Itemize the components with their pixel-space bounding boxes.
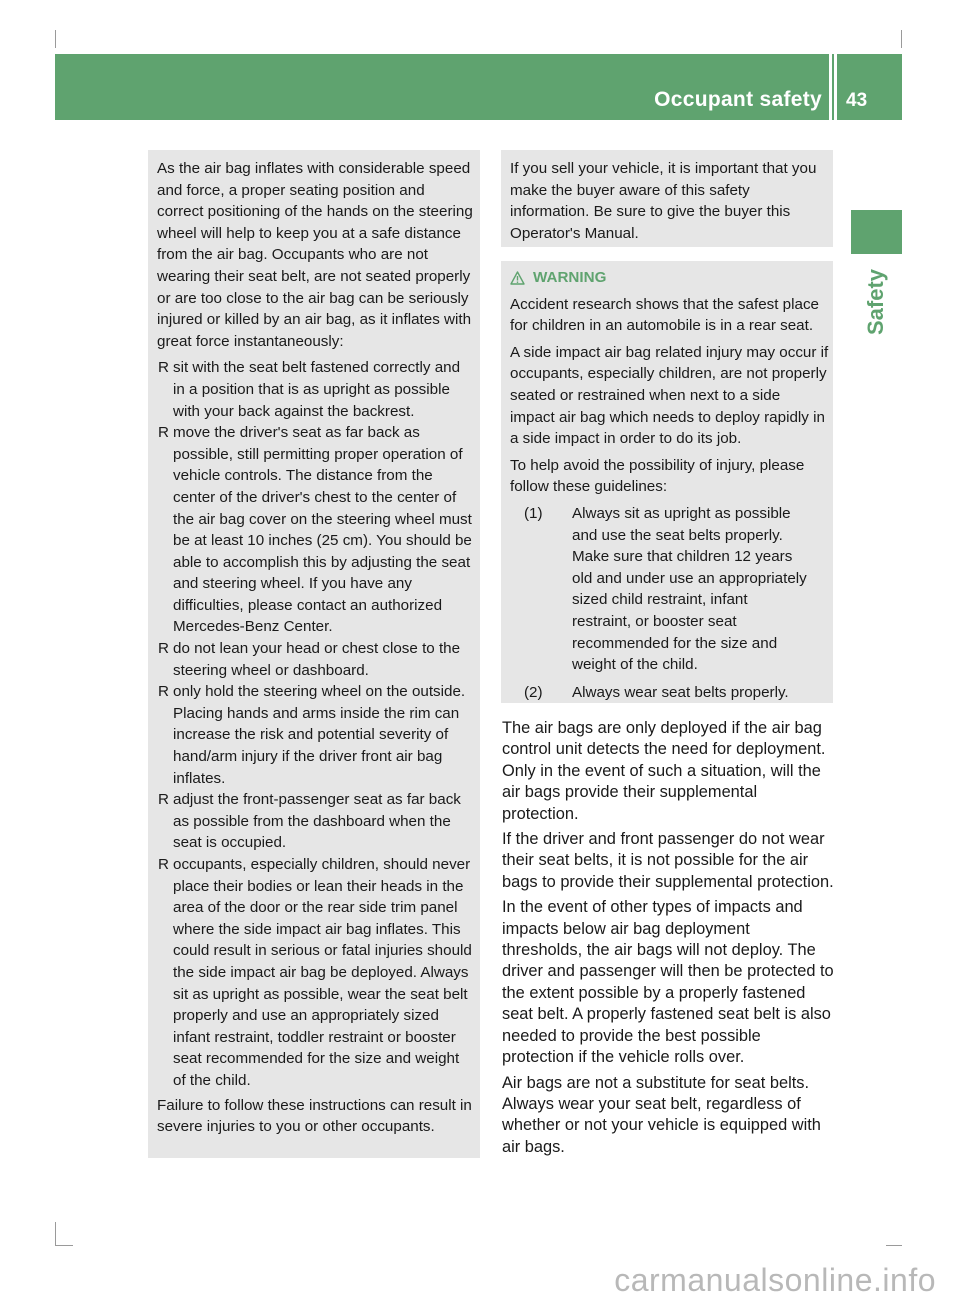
bullet-text: sit with the seat belt fastened correctly and in a position that is as upright as possible with your back against the backrest. [173, 359, 461, 420]
bullet-text: do not lean your head or chest close to the steering wheel or dashboard. [173, 640, 461, 679]
footer-watermark: carmanualsonline.info [614, 1262, 936, 1298]
warning-title: WARNING [533, 269, 607, 286]
list-item [157, 854, 474, 1092]
section-label: Safety [863, 268, 888, 335]
body-paragraph: The air bags are only deployed if the air bag control unit detects the need for deployment. Only in the event of such a situation, will the air bags provide their supplemental protection. [502, 719, 826, 823]
body-paragraph: In the event of other types of impacts and impacts below air bag deployment thresholds, the air bags will not deploy. The driver and passenger will then be protected to the extent possible by a properly fastened seat belt. A properly fastened seat belt is also needed to provide the best possible protection if the vehicle rolls over. [502, 898, 834, 1067]
list-item [157, 789, 474, 854]
body-text-column [502, 718, 834, 1162]
warning-box [501, 261, 833, 703]
warning-header [510, 267, 829, 289]
guideline-number: (2) [524, 683, 543, 701]
closing-paragraph: Failure to follow these instructions can result in severe injuries to you or other occupants. [157, 1096, 472, 1136]
resale-notice-box [501, 150, 833, 247]
resale-notice-text: If you sell your vehicle, it is important that you make the buyer aware of this safety information. Be sure to give the buyer this Operator's Manual. [510, 160, 817, 242]
body-paragraph: Air bags are not a substitute for seat belts. Always wear your seat belt, regardless of whether or not your vehicle is equipped with air bags. [502, 1073, 821, 1156]
list-item [157, 638, 474, 681]
bullet-marker: R [158, 424, 169, 442]
crop-mark-bottom-left-h [55, 1245, 73, 1246]
list-item [157, 681, 474, 789]
crop-mark-top-left-v [55, 30, 56, 48]
section-tab-block [851, 210, 902, 254]
safety-bullet-list [157, 357, 474, 1091]
page-number: 43 [846, 90, 868, 111]
safety-instructions-box [148, 150, 480, 1158]
warning-triangle-icon [510, 271, 525, 285]
bullet-marker: R [158, 856, 169, 873]
warning-paragraph: A side impact air bag related injury may occur if occupants, especially children, are not properly seated or restrained when next to a side impact air bag which needs to deploy rapidly in a side impact in order to do its job. [510, 343, 829, 448]
bullet-marker: R [158, 359, 169, 377]
bullet-text: only hold the steering wheel on the outside. Placing hands and arms inside the rim can increase the risk and potential severity of hand/arm injury if the driver front air bag inflates. [173, 683, 466, 787]
bullet-marker: R [158, 683, 169, 701]
guideline-item [510, 682, 829, 704]
list-item [157, 357, 474, 422]
header-separator-left [829, 54, 832, 120]
bullet-text: adjust the front-passenger seat as far back as possible from the dashboard when the seat is occupied. [173, 791, 461, 852]
bullet-text: occupants, especially children, should never place their bodies or lean their heads in the area of the door or the rear side trim panel where the side impact air bag inflates. This could result in serious or fatal injuries should the side impact air bag be deployed. Always sit as upright as possible, wear the seat belt properly and use an appropriately sized infant restraint, toddler restraint or booster seat recommended for the size and weight of the child. [173, 856, 472, 1089]
crop-mark-bottom-right-h [886, 1245, 902, 1246]
page-title: Occupant safety [654, 88, 822, 111]
guideline-item [510, 503, 829, 676]
guideline-number: (1) [524, 504, 543, 522]
bullet-text: move the driver's seat as far back as possible, still permitting proper operation of vehicle controls. The distance from the center of the driver's chest to the center of the air bag cover on the steering wheel must be at least 10 inches (25 cm). You should be able to accomplish this by adjusting the seat and steering wheel. If you have any difficulties, please contact an authorized Mercedes-Benz Center. [173, 424, 472, 636]
bullet-marker: R [158, 640, 169, 658]
list-item [157, 422, 474, 638]
crop-mark-top-right-v [901, 30, 902, 48]
guideline-list [510, 503, 829, 703]
header-separator-right [834, 54, 837, 120]
section-tab-label [848, 264, 904, 339]
guideline-text: Always wear seat belts properly. [572, 683, 789, 701]
intro-paragraph: As the air bag inflates with considerable speed and force, a proper seating position and correct positioning of the hands on the steering wheel will help to keep you at a safe distance from the air bag. Occupants who are not wearing their seat belt, are not seated properly or are too close to the air bag can be seriously injured or killed by an air bag, as it inflates with great force instantaneously: [157, 160, 473, 350]
warning-paragraph: Accident research shows that the safest place for children in an automobile is in a rear seat. [510, 295, 819, 335]
bullet-marker: R [158, 791, 169, 809]
warning-paragraph: To help avoid the possibility of injury, please follow these guidelines: [510, 456, 805, 496]
crop-mark-bottom-left-v [55, 1222, 56, 1246]
guideline-text: Always sit as upright as possible and use the seat belts properly. Make sure that children 12 years old and under use an appropriately sized child restraint, infant restraint, or booster seat recommended for the size and weight of the child. [572, 504, 807, 674]
warning-paragraphs [510, 294, 829, 498]
body-paragraph: If the driver and front passenger do not wear their seat belts, it is not possible for the air bags to provide their supplemental protection. [502, 830, 834, 891]
